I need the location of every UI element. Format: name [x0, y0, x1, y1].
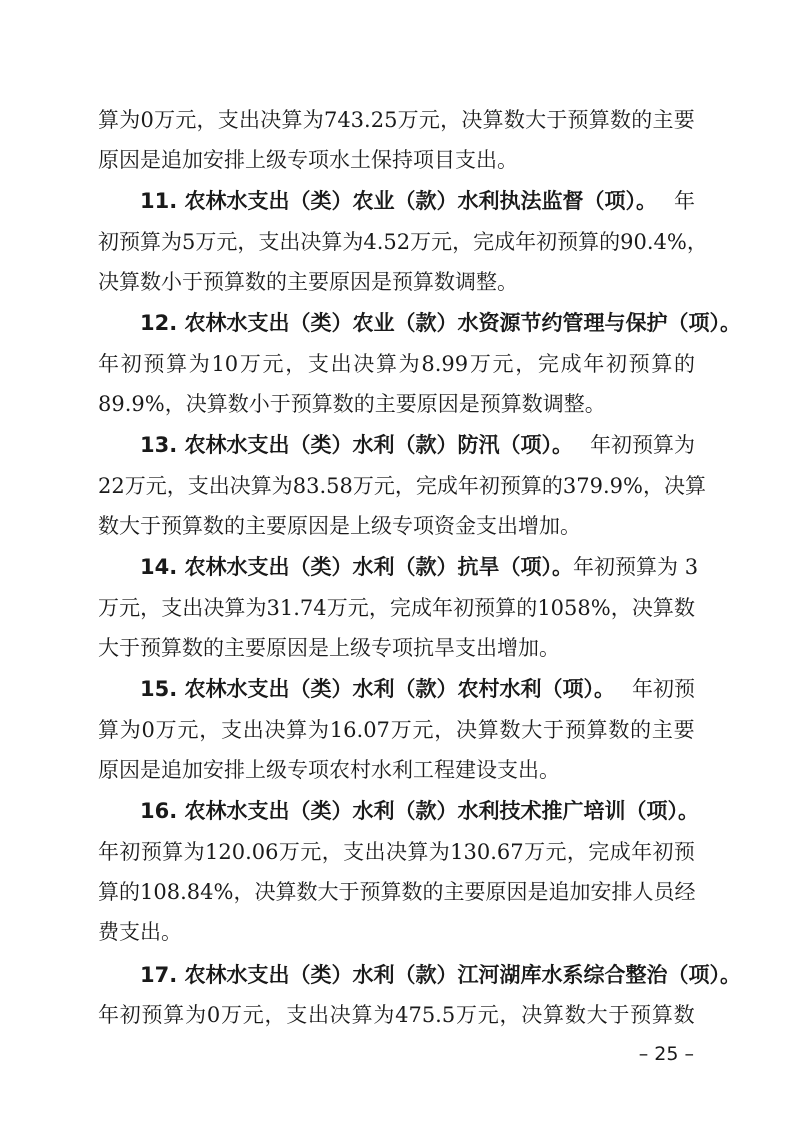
item-heading: 11. 农林水支出（类）农业（款）水利执法监督（项）。 — [140, 189, 658, 213]
page-number: – 25 – — [638, 1043, 694, 1065]
text-line: 算 的 108.84% ， 决 算 数 大 于 预 算 数 的 主 要 原 因 是 追 加 安 排 人 员 经 — [98, 880, 696, 904]
item-text: 年初预 — [632, 677, 695, 701]
item-text: 年初预算为 3 — [573, 555, 699, 579]
item-heading: 12. 农林水支出（类）农业（款）水资源节约管理与保护（项）。 — [140, 311, 742, 335]
text-line: 数大于预算数的主要原因是上级专项资金支出增加。 — [98, 514, 581, 538]
text-line — [140, 547, 699, 587]
text-line: 原因是追加安排上级专项农村水利工程建设支出。 — [98, 758, 560, 782]
text-line: 89.9%，决算数小于预算数的主要原因是预算数调整。 — [98, 392, 606, 416]
text-line: 年 初 预 算 为 120.06 万 元 ， 支 出 决 算 为 130.67 万 元 ， 完 成 年 初 预 — [98, 840, 695, 864]
text-line: 22 万 元 ， 支 出 决 算 为 83.58 万 元 ， 完 成 年 初 预 算 的 379.9% ， 决 算 — [98, 474, 706, 498]
item-text: 年 — [674, 189, 695, 213]
text-line — [140, 303, 742, 343]
text-line: 万 元 ， 支 出 决 算 为 31.74 万 元 ， 完 成 年 初 预 算 的 1058% ， 决 算 数 — [98, 596, 695, 620]
text-line: 决算数小于预算数的主要原因是预算数调整。 — [98, 270, 518, 294]
item-text: 年初预算为 — [590, 433, 695, 457]
text-line: 年 初 预 算 为 10 万 元 ， 支 出 决 算 为 8.99 万 元 ， 完 成 年 初 预 算 的 — [98, 352, 695, 376]
text-line: 费支出。 — [98, 920, 182, 944]
text-line — [140, 425, 695, 465]
text-line: 初 预 算 为 5 万 元 ， 支 出 决 算 为 4.52 万 元 ， 完 成 年 初 预 算 的 90.4% ， — [98, 230, 708, 254]
item-heading: 13. 农林水支出（类）水利（款）防汛（项）。 — [140, 433, 574, 457]
item-heading: 17. 农林水支出（类）水利（款）江河湖库水系综合整治（项）。 — [140, 963, 742, 987]
text-line — [140, 955, 742, 995]
text-line — [140, 669, 695, 709]
text-line — [140, 181, 695, 221]
text-line: 原因是追加安排上级专项水土保持项目支出。 — [98, 148, 518, 172]
text-line: 算 为 0 万 元 ， 支 出 决 算 为 743.25 万 元 ， 决 算 数 大 于 预 算 数 的 主 要 — [98, 108, 695, 132]
item-heading: 15. 农林水支出（类）水利（款）农村水利（项）。 — [140, 677, 616, 701]
text-line: 大于预算数的主要原因是上级专项抗旱支出增加。 — [98, 636, 560, 660]
text-line: 算 为 0 万 元 ， 支 出 决 算 为 16.07 万 元 ， 决 算 数 大 于 预 算 数 的 主 要 — [98, 718, 695, 742]
item-heading: 16. 农林水支出（类）水利（款）水利技术推广培训（项）。 — [140, 799, 700, 823]
text-line — [140, 791, 700, 831]
item-heading: 14. 农林水支出（类）水利（款）抗旱（项）。 — [140, 555, 574, 579]
text-line: 年 初 预 算 为 0 万 元 ， 支 出 决 算 为 475.5 万 元 ， 决 算 数 大 于 预 算 数 — [98, 1003, 695, 1027]
